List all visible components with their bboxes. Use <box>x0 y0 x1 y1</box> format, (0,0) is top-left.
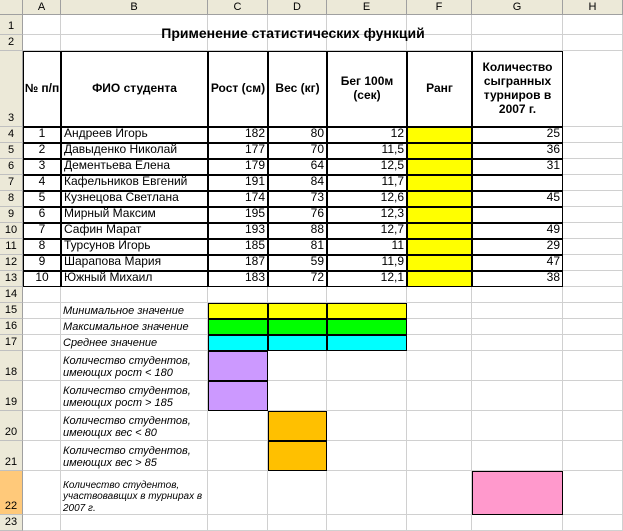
grid-cell[interactable] <box>208 287 268 303</box>
column-header-d[interactable]: D <box>268 0 327 15</box>
cell-run[interactable]: 11,7 <box>327 175 407 191</box>
grid-cell[interactable] <box>208 515 268 531</box>
cell-name[interactable]: Шарапова Мария <box>61 255 208 271</box>
grid-cell[interactable] <box>472 335 563 351</box>
header-height[interactable]: Рост (см) <box>208 51 268 127</box>
grid-cell[interactable] <box>327 471 407 515</box>
cell-games[interactable]: 49 <box>472 223 563 239</box>
label-w-gt-85: Количество студентов, имеющих вес > 85 <box>63 444 191 470</box>
row-header-19[interactable]: 19 <box>0 381 23 411</box>
cell-games[interactable] <box>472 207 563 223</box>
grid-cell[interactable] <box>563 471 623 515</box>
row-header-23[interactable]: 23 <box>0 515 23 531</box>
grid-cell[interactable] <box>268 381 327 411</box>
grid-cell[interactable] <box>23 335 61 351</box>
cell-weight[interactable]: 76 <box>268 207 327 223</box>
result-weight-lt-80[interactable] <box>268 411 327 441</box>
column-header-f[interactable]: F <box>407 0 472 15</box>
cell-rank[interactable] <box>407 175 472 191</box>
grid-cell[interactable] <box>268 351 327 381</box>
cell-games[interactable]: 38 <box>472 271 563 287</box>
cell-rank[interactable] <box>407 271 472 287</box>
grid-cell[interactable] <box>563 143 623 159</box>
cell-height[interactable]: 183 <box>208 271 268 287</box>
grid-cell[interactable] <box>327 441 407 471</box>
cell-num[interactable]: 6 <box>23 207 61 223</box>
cell-games[interactable]: 31 <box>472 159 563 175</box>
cell-num[interactable]: 5 <box>23 191 61 207</box>
row-header-15[interactable]: 15 <box>0 303 23 319</box>
row-header-16[interactable]: 16 <box>0 319 23 335</box>
grid-cell[interactable] <box>563 515 623 531</box>
grid-cell[interactable] <box>472 381 563 411</box>
grid-cell[interactable] <box>472 319 563 335</box>
row-header-3[interactable]: 3 <box>0 51 23 127</box>
cell-weight[interactable]: 88 <box>268 223 327 239</box>
grid-cell[interactable] <box>407 335 472 351</box>
cell-height[interactable]: 177 <box>208 143 268 159</box>
cell-num[interactable]: 7 <box>23 223 61 239</box>
cell-num[interactable]: 2 <box>23 143 61 159</box>
header-games[interactable]: Количество сыгранных турниров в 2007 г. <box>472 51 563 127</box>
result-max-c[interactable] <box>208 319 268 335</box>
result-height-lt-180[interactable] <box>208 351 268 381</box>
grid-cell[interactable] <box>563 335 623 351</box>
column-header-e[interactable]: E <box>327 0 407 15</box>
cell-rank[interactable] <box>407 143 472 159</box>
result-avg-c[interactable] <box>208 335 268 351</box>
cell-height[interactable]: 195 <box>208 207 268 223</box>
grid-cell[interactable] <box>327 381 407 411</box>
grid-cell[interactable] <box>407 351 472 381</box>
cell-num[interactable]: 4 <box>23 175 61 191</box>
label-max: Максимальное значение <box>63 321 189 334</box>
grid-cell[interactable] <box>563 207 623 223</box>
cell-num[interactable]: 10 <box>23 271 61 287</box>
cell-weight[interactable]: 64 <box>268 159 327 175</box>
grid-cell[interactable] <box>563 15 623 35</box>
result-min-d[interactable] <box>268 303 327 319</box>
row-header-11[interactable]: 11 <box>0 239 23 255</box>
label-w-lt-80: Количество студентов, имеющих вес < 80 <box>63 414 191 440</box>
grid-cell[interactable] <box>268 471 327 515</box>
cell-rank[interactable] <box>407 127 472 143</box>
cell-name[interactable]: Дементьева Елена <box>61 159 208 175</box>
cell-rank[interactable] <box>407 239 472 255</box>
result-avg-e[interactable] <box>327 335 407 351</box>
cell-name[interactable]: Давыденко Николай <box>61 143 208 159</box>
row-header-18[interactable]: 18 <box>0 351 23 381</box>
grid-cell[interactable] <box>208 471 268 515</box>
cell-weight[interactable]: 80 <box>268 127 327 143</box>
label-min: Минимальное значение <box>63 305 184 318</box>
grid-cell[interactable] <box>268 515 327 531</box>
cell-games[interactable]: 47 <box>472 255 563 271</box>
row-header-1[interactable]: 1 <box>0 15 23 35</box>
grid-cell[interactable] <box>563 51 623 127</box>
row-header-8[interactable]: 8 <box>0 191 23 207</box>
grid-cell[interactable] <box>407 441 472 471</box>
grid-cell[interactable] <box>407 515 472 531</box>
grid-cell[interactable] <box>472 411 563 441</box>
grid-cell[interactable] <box>407 381 472 411</box>
cell-name[interactable]: Турсунов Игорь <box>61 239 208 255</box>
cell-num[interactable]: 8 <box>23 239 61 255</box>
header-rank[interactable]: Ранг <box>407 51 472 127</box>
cell-run[interactable]: 12,6 <box>327 191 407 207</box>
cell-height[interactable]: 185 <box>208 239 268 255</box>
result-max-d[interactable] <box>268 319 327 335</box>
cell-name[interactable]: Кузнецова Светлана <box>61 191 208 207</box>
grid-cell[interactable] <box>563 411 623 441</box>
grid-cell[interactable] <box>407 303 472 319</box>
grid-cell[interactable] <box>327 411 407 441</box>
grid-cell[interactable] <box>61 515 208 531</box>
cell-num[interactable]: 3 <box>23 159 61 175</box>
grid-cell[interactable] <box>563 223 623 239</box>
header-weight[interactable]: Вес (кг) <box>268 51 327 127</box>
result-weight-gt-85[interactable] <box>268 441 327 471</box>
result-min-e[interactable] <box>327 303 407 319</box>
cell-weight[interactable]: 84 <box>268 175 327 191</box>
cell-height[interactable]: 182 <box>208 127 268 143</box>
cell-games[interactable]: 29 <box>472 239 563 255</box>
cell-run[interactable]: 11,5 <box>327 143 407 159</box>
grid-cell[interactable] <box>563 271 623 287</box>
grid-cell[interactable] <box>61 287 208 303</box>
cell-run[interactable]: 12,3 <box>327 207 407 223</box>
cell-name[interactable]: Андреев Игорь <box>61 127 208 143</box>
grid-cell[interactable] <box>23 515 61 531</box>
row-header-5[interactable]: 5 <box>0 143 23 159</box>
column-header-h[interactable]: H <box>563 0 623 15</box>
grid-cell[interactable] <box>563 159 623 175</box>
label-tourn: Количество студентов, участвовавщих в турнирах в 2007 г. <box>63 479 203 514</box>
row-header-4[interactable]: 4 <box>0 127 23 143</box>
grid-cell[interactable] <box>23 319 61 335</box>
grid-cell[interactable] <box>23 411 61 441</box>
cell-games[interactable]: 36 <box>472 143 563 159</box>
grid-cell[interactable] <box>23 303 61 319</box>
row-header-2[interactable]: 2 <box>0 35 23 51</box>
grid-cell[interactable] <box>563 191 623 207</box>
header-run[interactable]: Бег 100м (сек) <box>327 51 407 127</box>
grid-cell[interactable] <box>268 287 327 303</box>
label-avg: Среднее значение <box>63 337 158 350</box>
cell-run[interactable]: 12 <box>327 127 407 143</box>
row-header-7[interactable]: 7 <box>0 175 23 191</box>
row-header-12[interactable]: 12 <box>0 255 23 271</box>
grid-cell[interactable] <box>563 287 623 303</box>
cell-name[interactable]: Кафельников Евгений <box>61 175 208 191</box>
grid-cell[interactable] <box>472 441 563 471</box>
cell-rank[interactable] <box>407 223 472 239</box>
grid-cell[interactable] <box>472 303 563 319</box>
grid-cell[interactable] <box>563 303 623 319</box>
cell-games[interactable]: 45 <box>472 191 563 207</box>
cell-rank[interactable] <box>407 191 472 207</box>
grid-cell[interactable] <box>407 319 472 335</box>
grid-cell[interactable] <box>327 515 407 531</box>
cell-weight[interactable]: 81 <box>268 239 327 255</box>
grid-cell[interactable] <box>563 239 623 255</box>
cell-height[interactable]: 179 <box>208 159 268 175</box>
row-header-9[interactable]: 9 <box>0 207 23 223</box>
grid-cell[interactable] <box>563 351 623 381</box>
row-header-20[interactable]: 20 <box>0 411 23 441</box>
grid-cell[interactable] <box>23 441 61 471</box>
grid-cell[interactable] <box>407 471 472 515</box>
row-header-13[interactable]: 13 <box>0 271 23 287</box>
grid-cell[interactable] <box>23 351 61 381</box>
row-header-21[interactable]: 21 <box>0 441 23 471</box>
cell-run[interactable]: 12,5 <box>327 159 407 175</box>
row-header-6[interactable]: 6 <box>0 159 23 175</box>
cell-run[interactable]: 12,7 <box>327 223 407 239</box>
cell-run[interactable]: 12,1 <box>327 271 407 287</box>
cell-height[interactable]: 193 <box>208 223 268 239</box>
cell-num[interactable]: 9 <box>23 255 61 271</box>
grid-cell[interactable] <box>472 287 563 303</box>
row-header-10[interactable]: 10 <box>0 223 23 239</box>
header-num[interactable]: № п/п <box>23 51 61 127</box>
grid-cell[interactable] <box>23 471 61 515</box>
cell-height[interactable]: 191 <box>208 175 268 191</box>
column-header-c[interactable]: C <box>208 0 268 15</box>
page-title: Применение статистических функций <box>161 24 425 41</box>
label-h-lt-180: Количество студентов, имеющих рост < 180 <box>63 354 191 380</box>
row-header-14[interactable]: 14 <box>0 287 23 303</box>
label-h-gt-185: Количество студентов, имеющих рост > 185 <box>63 384 191 410</box>
grid-cell[interactable] <box>563 441 623 471</box>
grid-cell[interactable] <box>563 35 623 51</box>
grid-cell[interactable] <box>327 351 407 381</box>
cell-weight[interactable]: 73 <box>268 191 327 207</box>
grid-cell[interactable] <box>563 255 623 271</box>
grid-cell[interactable] <box>327 287 407 303</box>
cell-height[interactable]: 174 <box>208 191 268 207</box>
grid-cell[interactable] <box>563 175 623 191</box>
row-header-22[interactable]: 22 <box>0 471 23 515</box>
cell-weight[interactable]: 70 <box>268 143 327 159</box>
grid-cell[interactable] <box>563 319 623 335</box>
cell-num[interactable]: 1 <box>23 127 61 143</box>
result-avg-d[interactable] <box>268 335 327 351</box>
column-header-g[interactable]: G <box>472 0 563 15</box>
select-all-corner[interactable] <box>0 0 23 15</box>
cell-games[interactable] <box>472 175 563 191</box>
row-header-17[interactable]: 17 <box>0 335 23 351</box>
cell-name[interactable]: Южный Михаил <box>61 271 208 287</box>
cell-height[interactable]: 187 <box>208 255 268 271</box>
cell-run[interactable]: 11 <box>327 239 407 255</box>
grid-cell[interactable] <box>23 381 61 411</box>
grid-cell[interactable] <box>23 287 61 303</box>
cell-run[interactable]: 11,9 <box>327 255 407 271</box>
grid-cell[interactable] <box>563 381 623 411</box>
grid-cell[interactable] <box>407 287 472 303</box>
result-min-c[interactable] <box>208 303 268 319</box>
result-max-e[interactable] <box>327 319 407 335</box>
header-name[interactable]: ФИО студента <box>61 51 208 127</box>
cell-rank[interactable] <box>407 159 472 175</box>
cell-rank[interactable] <box>407 207 472 223</box>
grid-cell[interactable] <box>208 411 268 441</box>
column-header-b[interactable]: B <box>61 0 208 15</box>
grid-cell[interactable] <box>563 127 623 143</box>
cell-rank[interactable] <box>407 255 472 271</box>
cell-weight[interactable]: 59 <box>268 255 327 271</box>
column-header-a[interactable]: A <box>23 0 61 15</box>
grid-cell[interactable] <box>407 411 472 441</box>
cell-name[interactable]: Сафин Марат <box>61 223 208 239</box>
cell-games[interactable]: 25 <box>472 127 563 143</box>
grid-cell[interactable] <box>472 515 563 531</box>
cell-name[interactable]: Мирный Максим <box>61 207 208 223</box>
grid-cell[interactable] <box>472 351 563 381</box>
result-height-gt-185[interactable] <box>208 381 268 411</box>
cell-weight[interactable]: 72 <box>268 271 327 287</box>
grid-cell[interactable] <box>208 441 268 471</box>
result-tournaments[interactable] <box>472 471 563 515</box>
